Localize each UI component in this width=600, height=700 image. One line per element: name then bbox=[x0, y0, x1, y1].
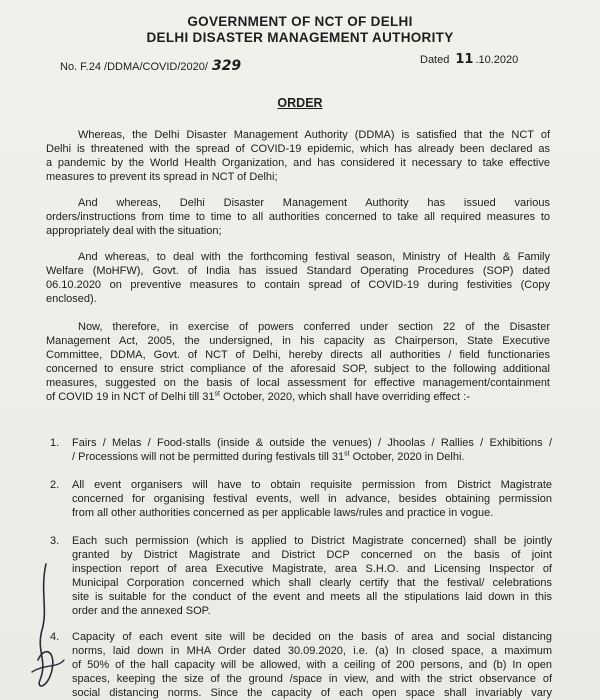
list-item-number: 4. bbox=[50, 631, 60, 643]
paragraph-text: October, 2020, which shall have overriding effect :- bbox=[219, 391, 470, 403]
list-item-line: concerned for organising festival events, well in advance, besides obtaining permission bbox=[72, 493, 552, 505]
paragraph-line: Committee, DDMA, Govt. of NCT of Delhi, hereby directs all authorities / field functionaries bbox=[46, 349, 550, 361]
paragraph-line: appropriately deal with the situation; bbox=[46, 225, 222, 237]
list-item-text: / Processions will not be permitted during festivals till 31 bbox=[72, 451, 345, 463]
file-number bbox=[60, 58, 241, 74]
date-handwritten-day: 11 bbox=[455, 52, 474, 67]
paragraph-text: of COVID 19 in NCT of Delhi till 31 bbox=[46, 391, 215, 403]
superscript: st bbox=[344, 450, 350, 458]
paragraph-line: measures to prevent its spread in NCT of Delhi; bbox=[46, 171, 278, 183]
paragraph-line: measures, suggested on the basis of local assessment for effective management/containment bbox=[46, 377, 550, 389]
list-item-number: 1. bbox=[50, 437, 60, 449]
paragraph-line: And whereas, to deal with the forthcoming festival season, Ministry of Health & Family bbox=[78, 251, 550, 263]
paragraph-line: orders/instructions from time to time to all authorities concerned to take all required measures to bbox=[46, 211, 550, 223]
date-label: Dated bbox=[420, 54, 450, 66]
header-authority: DELHI DISASTER MANAGEMENT AUTHORITY bbox=[146, 30, 454, 45]
list-item-line: Capacity of each event site will be decided on the basis of area and social distancing bbox=[72, 631, 552, 643]
paragraph-line: And whereas, Delhi Disaster Management Authority has issued various bbox=[78, 197, 550, 209]
paragraph-line: Management Act, 2005, the undersigned, in his capacity as Chairperson, State Executive bbox=[46, 335, 550, 347]
list-item bbox=[50, 534, 552, 618]
paragraph bbox=[46, 128, 550, 184]
paragraph-line: Welfare (MoHFW), Govt. of India has issued Standard Operating Procedures (SOP) dated bbox=[46, 265, 550, 277]
paragraph-line: Delhi is threatened with the spread of COVID-19 epidemic, which has already been declared as bbox=[46, 143, 550, 155]
list-item-line: order and the annexed SOP. bbox=[72, 605, 211, 617]
order-title: ORDER bbox=[277, 96, 323, 110]
paragraph-line: a pandemic by the World Health Organization, and has considered it necessary to take effective bbox=[46, 157, 550, 169]
list-item-line bbox=[72, 450, 552, 464]
paragraph bbox=[46, 196, 550, 238]
paragraph bbox=[46, 320, 550, 404]
list-item bbox=[50, 630, 552, 700]
paragraph-line: concerned to ensure strict compliance of the aforesaid SOP, subject to the following additional bbox=[46, 363, 550, 375]
paragraph-line bbox=[46, 390, 550, 404]
signature-stroke bbox=[32, 660, 64, 672]
paragraph-line: Whereas, the Delhi Disaster Management Authority (DDMA) is satisfied that the NCT of bbox=[78, 129, 550, 141]
list-item-line: site is suitable for the conduct of the event and meets all the stipulations laid down in this bbox=[72, 591, 552, 603]
list-item-line: of 50% of the hall capacity will be allowed, with a ceiling of 200 persons, and (b) In open bbox=[72, 659, 552, 671]
paragraph-line: enclosed). bbox=[46, 293, 97, 305]
paragraph-line: 06.10.2020 on preventive measures to contain spread of COVID-19 during festivities (Copy bbox=[46, 279, 550, 291]
file-number-label: No. F.24 /DDMA/COVID/2020/ bbox=[60, 61, 208, 73]
list-item-line: spaces, keeping the size of the ground /space in view, and with the strict observance of bbox=[72, 673, 552, 685]
date-line bbox=[420, 52, 518, 67]
list-item-line: norms, laid down in MHA Order dated 30.09.2020, i.e. (a) In closed space, a maximum bbox=[72, 645, 552, 657]
superscript: st bbox=[214, 390, 220, 398]
list-item-line: Fairs / Melas / Food-stalls (inside & outside the venues) / Jhoolas / Rallies / Exhibitions / bbox=[72, 437, 552, 449]
list-item-line: Each such permission (which is applied to District Magistrate concerned) shall be jointly bbox=[72, 535, 552, 547]
signature-mark bbox=[18, 560, 78, 700]
header-government: GOVERNMENT OF NCT OF DELHI bbox=[187, 14, 413, 29]
list-item bbox=[50, 478, 552, 520]
date-rest: .10.2020 bbox=[475, 54, 519, 66]
paragraph bbox=[46, 250, 550, 306]
list-item-number: 3. bbox=[50, 535, 60, 547]
file-number-handwritten: 329 bbox=[211, 58, 242, 74]
list-item-line: social distancing norms. Since the capacity of each open space shall invariably vary bbox=[72, 687, 552, 699]
list-item-line: All event organisers will have to obtain requisite permission from District Magistrate bbox=[72, 479, 552, 491]
paragraph-line: Now, therefore, in exercise of powers conferred under section 22 of the Disaster bbox=[78, 321, 550, 333]
list-item-line: granted by District Magistrate and District DCP concerned on the basis of joint bbox=[72, 549, 552, 561]
list-item-number: 2. bbox=[50, 479, 60, 491]
list-item-line: from all other authorities concerned as per applicable laws/rules and practice in vogue. bbox=[72, 507, 494, 519]
list-item bbox=[50, 436, 552, 464]
list-item-line: inspection report of area Executive Magistrate, area S.H.O. and Licensing Inspector of bbox=[72, 563, 552, 575]
list-item-text: October, 2020 in Delhi. bbox=[349, 451, 465, 463]
list-item-line: Municipal Corporation concerned which shall clearly certify that the festival/ celebrations bbox=[72, 577, 552, 589]
